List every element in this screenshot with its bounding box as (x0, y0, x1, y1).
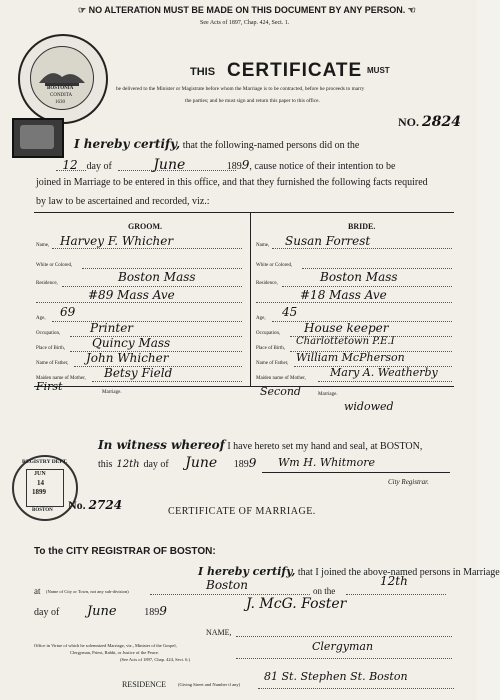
cert-marriage-day-of: day of (34, 607, 60, 618)
instruction-line-1: be delivered to the Minister or Magistrate before whom the Marriage is to be contracted, before he proceeds to marry (116, 86, 365, 92)
intro-year-prefix: 189 (226, 161, 242, 172)
cert-marriage-on-the: on the (313, 586, 336, 596)
groom-mother-value: Betsy Field (104, 366, 173, 380)
groom-name-value: Harvey F. Whicher (60, 234, 174, 248)
bride-father-label: Name of Father, (256, 361, 289, 366)
registrar-title: City Registrar. (388, 478, 429, 486)
table-center-divider (250, 212, 251, 386)
intro-line-3: joined in Marriage to be entered in this office, and that they furnished the following facts required (36, 177, 428, 188)
bride-age-label: Age, (256, 316, 266, 321)
bride-residence-rule (282, 286, 452, 287)
witness-heading: In witness whereof (98, 438, 225, 452)
bride-name-label: Name, (256, 243, 270, 248)
cert-marriage-day-rule (346, 594, 446, 595)
groom-residence-label: Residence, (36, 281, 58, 286)
witness-year-value: 9 (248, 456, 257, 470)
officiant-name-rule (236, 636, 452, 637)
warning-star-right-icon: ☜ (407, 5, 416, 15)
bride-age-value: 45 (282, 305, 298, 319)
witness-month-value: June (185, 455, 218, 471)
office-value: Clergyman (312, 640, 374, 653)
instruction-line-2: the parties; and he must sign and return this paper to this office. (185, 98, 320, 104)
warning-line (78, 5, 416, 16)
bride-status-value: widowed (344, 400, 394, 413)
groom-occupation-label: Occupation, (36, 331, 61, 336)
bride-white-rule (302, 268, 452, 269)
cert-marriage-title: CERTIFICATE OF MARRIAGE. (168, 506, 316, 517)
witness-this: this (98, 459, 113, 470)
groom-age-value: 69 (60, 305, 76, 319)
witness-year-prefix: 189 (233, 459, 249, 470)
bride-mother-rule (318, 381, 452, 382)
witness-line-2 (98, 455, 256, 471)
intro-month-value: June (153, 157, 186, 173)
intro-day-rule (56, 170, 86, 171)
intro-line-1 (74, 137, 359, 151)
bride-marriage-value: Second (260, 385, 301, 398)
groom-residence-rule (62, 286, 242, 287)
cert-marriage-place-rule (150, 594, 310, 595)
bride-name-value: Susan Forrest (285, 234, 371, 248)
intro-day-value: 12 (62, 158, 78, 172)
cert-marriage-place-value: Boston (206, 578, 248, 592)
stamp-year: 1899 (32, 488, 46, 496)
bride-mother-value: Mary A. Weatherby (330, 366, 438, 379)
cert-marriage-residence-rule (258, 688, 454, 689)
stamp-dept: REGISTRY DEPT. (22, 459, 68, 465)
bride-marriage-label: Marriage. (318, 392, 338, 397)
cert-marriage-certify: I hereby certify, (198, 565, 296, 578)
title-certificate: CERTIFICATE (227, 60, 363, 81)
groom-mother-rule (92, 381, 242, 382)
bride-residence-value: Boston Mass (320, 270, 398, 284)
cert-marriage-text-1: that I joined the above-named persons in Marriage (297, 567, 500, 578)
groom-occupation-value: Printer (90, 321, 134, 335)
groom-white-rule (82, 268, 242, 269)
second-number (68, 498, 122, 513)
registrar-signature: Wm H. Whitmore (278, 456, 375, 469)
revenue-stamp-icon (12, 118, 64, 158)
groom-name-rule (52, 248, 242, 249)
cert-marriage-line-1 (198, 565, 500, 578)
office-rule (236, 658, 452, 659)
groom-birthplace-label: Place of Birth, (36, 346, 66, 351)
bride-occupation-label: Occupation, (256, 331, 281, 336)
groom-father-label: Name of Father, (36, 361, 69, 366)
groom-residence-value: Boston Mass (118, 270, 196, 284)
intro-month-rule (118, 170, 236, 171)
intro-day-of: day of (86, 161, 112, 172)
seal-text-year: 1630 (55, 100, 65, 105)
groom-white-label: White or Colored, (36, 263, 73, 268)
groom-name-label: Name, (36, 243, 50, 248)
title-must: MUST (367, 66, 390, 75)
witness-day-of: day of (143, 459, 169, 470)
cert-marriage-year-value: 9 (159, 604, 167, 618)
bride-white-label: White or Colored, (256, 263, 293, 268)
cert-marriage-at-note: (Name of City or Town, not any sub-division) (46, 589, 129, 594)
witness-line-1 (98, 438, 422, 452)
groom-age-rule (52, 321, 242, 322)
office-note-3: (See Acts of 1897, Chap. 424, Sect. 6.) (120, 657, 190, 662)
office-note-1: Office in Virtue of which he solemnized Marriage, viz., Minister of the Gospel, (34, 643, 177, 648)
registrar-signature-rule (262, 472, 450, 473)
title-this: THIS (190, 66, 216, 78)
groom-birthplace-value: Quincy Mass (92, 336, 171, 350)
cert-marriage-day-value: 12th (380, 574, 408, 588)
bride-mother-label: Maiden name of Mother, (256, 376, 306, 381)
cert-marriage-name-label: NAME, (206, 628, 232, 637)
cert-marriage-residence-note: (Giving Street and Number if any) (178, 682, 241, 687)
cert-marriage-residence-label: RESIDENCE (122, 680, 166, 689)
groom-age-label: Age, (36, 316, 46, 321)
bride-father-value: William McPherson (296, 351, 405, 364)
office-note-2: Clergyman, Priest, Rabbi, or Justice of the Peace. (70, 650, 160, 655)
intro-year-value: 9 (241, 158, 250, 172)
cert-marriage-line-3 (34, 604, 167, 619)
groom-marriage-value: First (36, 380, 63, 393)
cert-marriage-at: at (34, 586, 41, 596)
city-seal-icon (18, 34, 108, 124)
warning-text: NO ALTERATION MUST BE MADE ON THIS DOCUMENT BY ANY PERSON. (88, 5, 406, 15)
intro-line-4: by law to be ascertained and recorded, viz.: (36, 196, 210, 207)
stamp-month: JUN (34, 471, 46, 477)
bride-address-rule (256, 302, 452, 303)
groom-marriage-label: Marriage. (102, 390, 122, 395)
table-bottom-rule (34, 386, 454, 387)
cert-marriage-residence-value: 81 St. Stephen St. Boston (264, 670, 408, 683)
bride-address-value: #18 Mass Ave (300, 288, 387, 302)
intro-certify: I hereby certify, (74, 137, 181, 151)
number-value: 2824 (422, 114, 461, 130)
officiant-signature: J. McG. Foster (246, 596, 347, 612)
bride-header: BRIDE. (348, 222, 376, 231)
groom-address-value: #89 Mass Ave (88, 288, 175, 302)
bride-birthplace-label: Place of Birth, (256, 346, 286, 351)
warning-star-left-icon: ☞ (78, 5, 87, 15)
seal-text-bostonia: BOSTONIA (47, 86, 74, 91)
second-number-label: No. (68, 498, 86, 512)
groom-father-value: John Whicher (86, 351, 169, 365)
witness-day-value: 12th (116, 459, 140, 470)
certificate-number (398, 114, 461, 130)
stamp-day: 14 (37, 479, 44, 487)
intro-text-1: that the following-named persons did on the (182, 140, 360, 151)
bride-residence-label: Residence, (256, 281, 278, 286)
seal-text-condita: CONDITA (50, 93, 73, 98)
intro-text-2: , cause notice of their intention to be (249, 161, 396, 172)
cert-marriage-to: To the CITY REGISTRAR OF BOSTON: (34, 546, 216, 557)
bride-occupation-value: House keeper (304, 321, 389, 335)
witness-text: I have hereto set my hand and seal, at BOSTON, (227, 441, 423, 452)
groom-mother-label: Maiden name of Mother, (36, 376, 86, 381)
bride-name-rule (272, 248, 452, 249)
acts-reference: See Acts of 1897, Chap. 424, Sect. 1. (200, 20, 290, 26)
bride-birthplace-value: Charlottetown P.E.I (296, 336, 395, 347)
cert-marriage-year-prefix: 189 (144, 607, 160, 618)
groom-address-rule (36, 302, 242, 303)
groom-header: GROOM. (128, 222, 162, 231)
cert-marriage-month-value: June (86, 604, 117, 619)
second-number-value: 2724 (88, 498, 123, 512)
stamp-city: BOSTON (32, 508, 53, 513)
number-label: NO. (398, 115, 419, 129)
table-top-rule (34, 212, 454, 213)
